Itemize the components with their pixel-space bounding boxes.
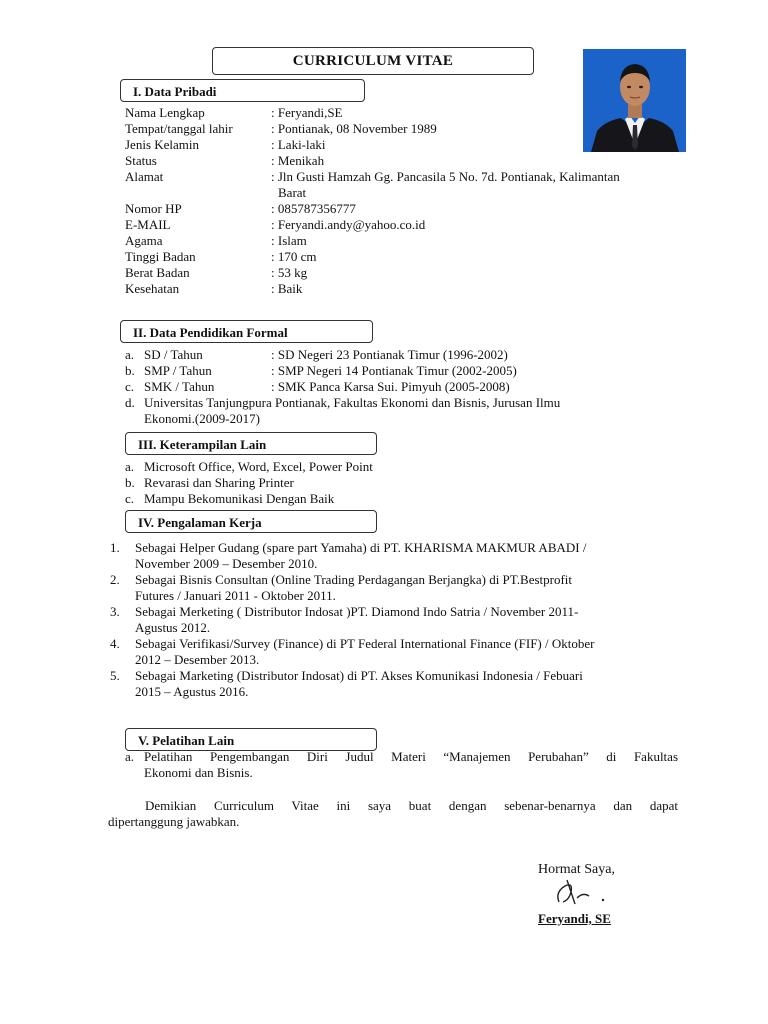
field-value: : 170 cm [271, 249, 317, 264]
closing-paragraph: Demikian Curriculum Vitae ini saya buat dengan sebenar-benarnya dan dapat [145, 798, 678, 813]
field-value: : Pontianak, 08 November 1989 [271, 121, 437, 136]
field-label: Nomor HP [125, 201, 182, 216]
document-title: CURRICULUM VITAE [212, 47, 534, 75]
section-heading-skills: III. Keterampilan Lain [125, 432, 377, 455]
field-label: Agama [125, 233, 163, 248]
section-heading-personal: I. Data Pribadi [120, 79, 365, 102]
section-heading-experience: IV. Pengalaman Kerja [125, 510, 377, 533]
list-item-continuation: Ekonomi.(2009-2017) [144, 411, 260, 426]
list-item: 2. Sebagai Bisnis Consultan (Online Trading Perdagangan Berjangka) di PT.Bestprofit [110, 572, 573, 587]
list-item: b. SMP / Tahun : SMP Negeri 14 Pontianak Timur (2002-2005) [125, 363, 517, 378]
list-item: a. SD / Tahun : SD Negeri 23 Pontianak Timur (1996-2002) [125, 347, 508, 362]
field-label: E-MAIL [125, 217, 171, 232]
field-value: : Feryandi,SE [271, 105, 343, 120]
signature-scribble-icon [545, 872, 625, 912]
list-item: 5. Sebagai Marketing (Distributor Indosat) di PT. Akses Komunikasi Indonesia / Febuari [110, 668, 583, 683]
list-item: c. SMK / Tahun : SMK Panca Karsa Sui. Pimyuh (2005-2008) [125, 379, 510, 394]
field-label: Nama Lengkap [125, 105, 205, 120]
field-label: Status [125, 153, 157, 168]
field-value: : Baik [271, 281, 303, 296]
field-value: : 085787356777 [271, 201, 356, 216]
field-value: : Feryandi.andy@yahoo.co.id [271, 217, 426, 232]
field-label: Tempat/tanggal lahir [125, 121, 233, 136]
field-label: Kesehatan [125, 281, 180, 296]
field-label: Jenis Kelamin [125, 137, 200, 152]
field-value: : Islam [271, 233, 307, 248]
list-marker: a. [125, 749, 135, 764]
field-value: : 53 kg [271, 265, 308, 280]
list-item-continuation: Ekonomi dan Bisnis. [144, 765, 253, 780]
field-label: Alamat [125, 169, 164, 184]
field-value-continuation: Barat [278, 185, 307, 200]
list-item: 4. Sebagai Verifikasi/Survey (Finance) di PT Federal International Finance (FIF) / Oktober [110, 636, 595, 651]
list-item: b. Revarasi dan Sharing Printer [125, 475, 294, 490]
list-item-continuation: Agustus 2012. [135, 620, 211, 635]
section-heading-training: V. Pelatihan Lain [125, 728, 377, 751]
closing-paragraph-continuation: dipertanggung jawabkan. [108, 814, 240, 829]
field-value: : Jln Gusti Hamzah Gg. Pancasila 5 No. 7d. Pontianak, Kalimantan [271, 169, 620, 184]
field-label: Tinggi Badan [125, 249, 196, 264]
list-item-continuation: November 2009 – Desember 2010. [135, 556, 318, 571]
list-item: Pelatihan Pengembangan Diri Judul Materi “Manajemen Perubahan” di Fakultas [144, 749, 678, 764]
list-item-continuation: 2012 – Desember 2013. [135, 652, 260, 667]
list-item: 3. Sebagai Merketing ( Distributor Indosat )PT. Diamond Indo Satria / November 2011- [110, 604, 579, 619]
field-value: : Menikah [271, 153, 325, 168]
field-value: : Laki-laki [271, 137, 326, 152]
field-label: Berat Badan [125, 265, 190, 280]
list-item-continuation: Futures / Januari 2011 - Oktober 2011. [135, 588, 336, 603]
list-item: a. Microsoft Office, Word, Excel, Power Point [125, 459, 373, 474]
signature-name: Feryandi, SE [538, 911, 611, 926]
list-item: c. Mampu Bekomunikasi Dengan Baik [125, 491, 335, 506]
section-heading-education: II. Data Pendidikan Formal [120, 320, 373, 343]
signature-greeting: Hormat Saya, [538, 862, 615, 877]
list-item: d. Universitas Tanjungpura Pontianak, Fakultas Ekonomi dan Bisnis, Jurusan Ilmu [125, 395, 561, 410]
list-item-continuation: 2015 – Agustus 2016. [135, 684, 249, 699]
list-item: 1. Sebagai Helper Gudang (spare part Yamaha) di PT. KHARISMA MAKMUR ABADI / [110, 540, 587, 555]
